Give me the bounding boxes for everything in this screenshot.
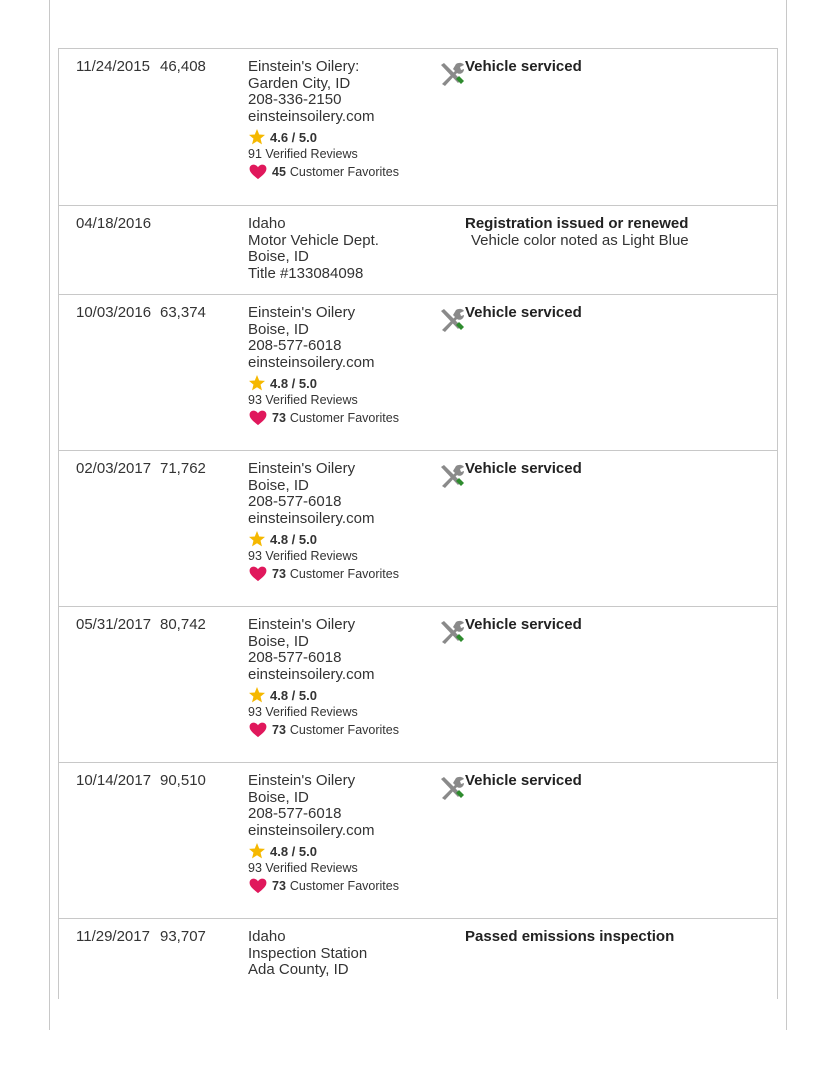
source-line: 208-577-6018 bbox=[248, 805, 342, 822]
source-line: einsteinsoilery.com bbox=[248, 353, 375, 371]
source-line: Boise, ID bbox=[248, 788, 309, 806]
verified-reviews[interactable]: 93 Verified Reviews bbox=[248, 705, 358, 719]
source-block bbox=[231, 461, 423, 606]
verified-reviews[interactable]: 93 Verified Reviews bbox=[248, 549, 358, 563]
source-line: Einstein's Oilery bbox=[248, 460, 356, 477]
event-title: Vehicle serviced bbox=[465, 304, 582, 321]
source-block bbox=[231, 617, 423, 762]
record-date: 02/03/2017 bbox=[76, 460, 152, 477]
source-line: Idaho bbox=[248, 928, 286, 945]
source-line: 208-577-6018 bbox=[248, 649, 342, 666]
source-line: Boise, ID bbox=[248, 320, 309, 338]
odometer-reading: 71,762 bbox=[160, 460, 206, 477]
history-row bbox=[59, 295, 777, 451]
source-line: 208-336-2150 bbox=[248, 91, 342, 108]
event-title: Vehicle serviced bbox=[465, 616, 582, 633]
source-line: Title #133084098 bbox=[248, 264, 364, 282]
source-line: Boise, ID bbox=[248, 476, 309, 494]
history-row bbox=[59, 607, 777, 763]
favorites-count: 73 bbox=[272, 567, 286, 581]
verified-reviews[interactable]: 93 Verified Reviews bbox=[248, 861, 358, 875]
rating bbox=[248, 687, 423, 703]
tools-icon bbox=[437, 773, 467, 803]
rating bbox=[248, 375, 423, 391]
customer-favorites[interactable] bbox=[248, 566, 423, 582]
source-block bbox=[231, 773, 423, 918]
event-title: Registration issued or renewed bbox=[465, 215, 689, 232]
event-description bbox=[465, 59, 777, 205]
event-description bbox=[465, 773, 777, 918]
source-line: Einstein's Oilery bbox=[248, 772, 356, 789]
rating bbox=[248, 843, 423, 859]
record-date: 11/24/2015 bbox=[76, 58, 150, 75]
event-icon-cell bbox=[423, 305, 465, 450]
verified-reviews[interactable]: 91 Verified Reviews bbox=[248, 147, 358, 161]
record-date: 11/29/2017 bbox=[76, 928, 150, 945]
record-date: 10/14/2017 bbox=[76, 772, 152, 789]
star-icon bbox=[248, 531, 266, 547]
rating bbox=[248, 129, 423, 145]
history-row bbox=[59, 763, 777, 919]
rating-value: 4.8 / 5.0 bbox=[270, 375, 317, 391]
source-line: einsteinsoilery.com bbox=[248, 509, 375, 527]
event-description bbox=[465, 461, 777, 606]
event-title: Vehicle serviced bbox=[465, 772, 582, 789]
favorites-label: Customer Favorites bbox=[289, 879, 399, 893]
event-description bbox=[465, 617, 777, 762]
history-row bbox=[59, 206, 777, 295]
heart-icon bbox=[248, 566, 268, 582]
source-line: Einstein's Oilery: bbox=[248, 58, 360, 75]
event-description bbox=[465, 305, 777, 450]
source-line: Motor Vehicle Dept. bbox=[248, 231, 379, 249]
odometer-reading bbox=[159, 216, 231, 294]
customer-favorites[interactable] bbox=[248, 410, 423, 426]
event-title: Vehicle serviced bbox=[465, 460, 582, 477]
source-block bbox=[231, 929, 423, 999]
record-date: 10/03/2016 bbox=[76, 304, 152, 321]
customer-favorites[interactable] bbox=[248, 878, 423, 894]
favorites-count: 45 bbox=[272, 165, 286, 179]
rating-value: 4.8 / 5.0 bbox=[270, 843, 317, 859]
event-title: Vehicle serviced bbox=[465, 58, 582, 75]
history-row bbox=[59, 451, 777, 607]
source-line: einsteinsoilery.com bbox=[248, 821, 375, 839]
customer-favorites[interactable] bbox=[248, 164, 423, 180]
heart-icon bbox=[248, 164, 268, 180]
event-icon-cell bbox=[423, 461, 465, 606]
event-icon-cell bbox=[423, 216, 465, 294]
verified-reviews[interactable]: 93 Verified Reviews bbox=[248, 393, 358, 407]
vehicle-history-table bbox=[58, 48, 778, 999]
heart-icon bbox=[248, 410, 268, 426]
tools-icon bbox=[437, 59, 467, 89]
source-line: Idaho bbox=[248, 215, 286, 232]
star-icon bbox=[248, 843, 266, 859]
star-icon bbox=[248, 687, 266, 703]
favorites-count: 73 bbox=[272, 411, 286, 425]
event-title: Passed emissions inspection bbox=[465, 928, 675, 945]
history-row bbox=[59, 919, 777, 999]
source-line: Garden City, ID bbox=[248, 74, 351, 92]
rating-value: 4.8 / 5.0 bbox=[270, 687, 317, 703]
tools-icon bbox=[437, 461, 467, 491]
record-date: 05/31/2017 bbox=[76, 616, 152, 633]
event-description bbox=[465, 216, 777, 294]
source-block bbox=[231, 216, 423, 294]
favorites-count: 73 bbox=[272, 723, 286, 737]
rating bbox=[248, 531, 423, 547]
odometer-reading: 80,742 bbox=[160, 616, 206, 633]
source-line: 208-577-6018 bbox=[248, 493, 342, 510]
event-icon-cell bbox=[423, 617, 465, 762]
source-line: einsteinsoilery.com bbox=[248, 107, 375, 125]
event-icon-cell bbox=[423, 59, 465, 205]
source-line: Ada County, ID bbox=[248, 961, 349, 978]
favorites-label: Customer Favorites bbox=[289, 165, 399, 179]
heart-icon bbox=[248, 878, 268, 894]
favorites-label: Customer Favorites bbox=[289, 567, 399, 581]
source-line: Boise, ID bbox=[248, 248, 309, 265]
source-line: Inspection Station bbox=[248, 944, 368, 962]
source-block bbox=[231, 59, 423, 205]
odometer-reading: 93,707 bbox=[160, 928, 206, 945]
source-line: Einstein's Oilery bbox=[248, 616, 356, 633]
history-row bbox=[59, 49, 777, 206]
heart-icon bbox=[248, 722, 268, 738]
source-line: einsteinsoilery.com bbox=[248, 665, 375, 683]
source-line: 208-577-6018 bbox=[248, 337, 342, 354]
customer-favorites[interactable] bbox=[248, 722, 423, 738]
source-line: Einstein's Oilery bbox=[248, 304, 356, 321]
favorites-label: Customer Favorites bbox=[289, 411, 399, 425]
event-note: Vehicle color noted as Light Blue bbox=[471, 231, 689, 249]
rating-value: 4.8 / 5.0 bbox=[270, 531, 317, 547]
event-icon-cell bbox=[423, 773, 465, 918]
event-description bbox=[465, 929, 777, 999]
odometer-reading: 46,408 bbox=[160, 58, 206, 75]
source-block bbox=[231, 305, 423, 450]
favorites-label: Customer Favorites bbox=[289, 723, 399, 737]
rating-value: 4.6 / 5.0 bbox=[270, 129, 317, 145]
odometer-reading: 63,374 bbox=[160, 304, 206, 321]
odometer-reading: 90,510 bbox=[160, 772, 206, 789]
tools-icon bbox=[437, 305, 467, 335]
source-line: Boise, ID bbox=[248, 632, 309, 650]
favorites-count: 73 bbox=[272, 879, 286, 893]
star-icon bbox=[248, 129, 266, 145]
record-date: 04/18/2016 bbox=[76, 215, 152, 232]
event-icon-cell bbox=[423, 929, 465, 999]
tools-icon bbox=[437, 617, 467, 647]
star-icon bbox=[248, 375, 266, 391]
